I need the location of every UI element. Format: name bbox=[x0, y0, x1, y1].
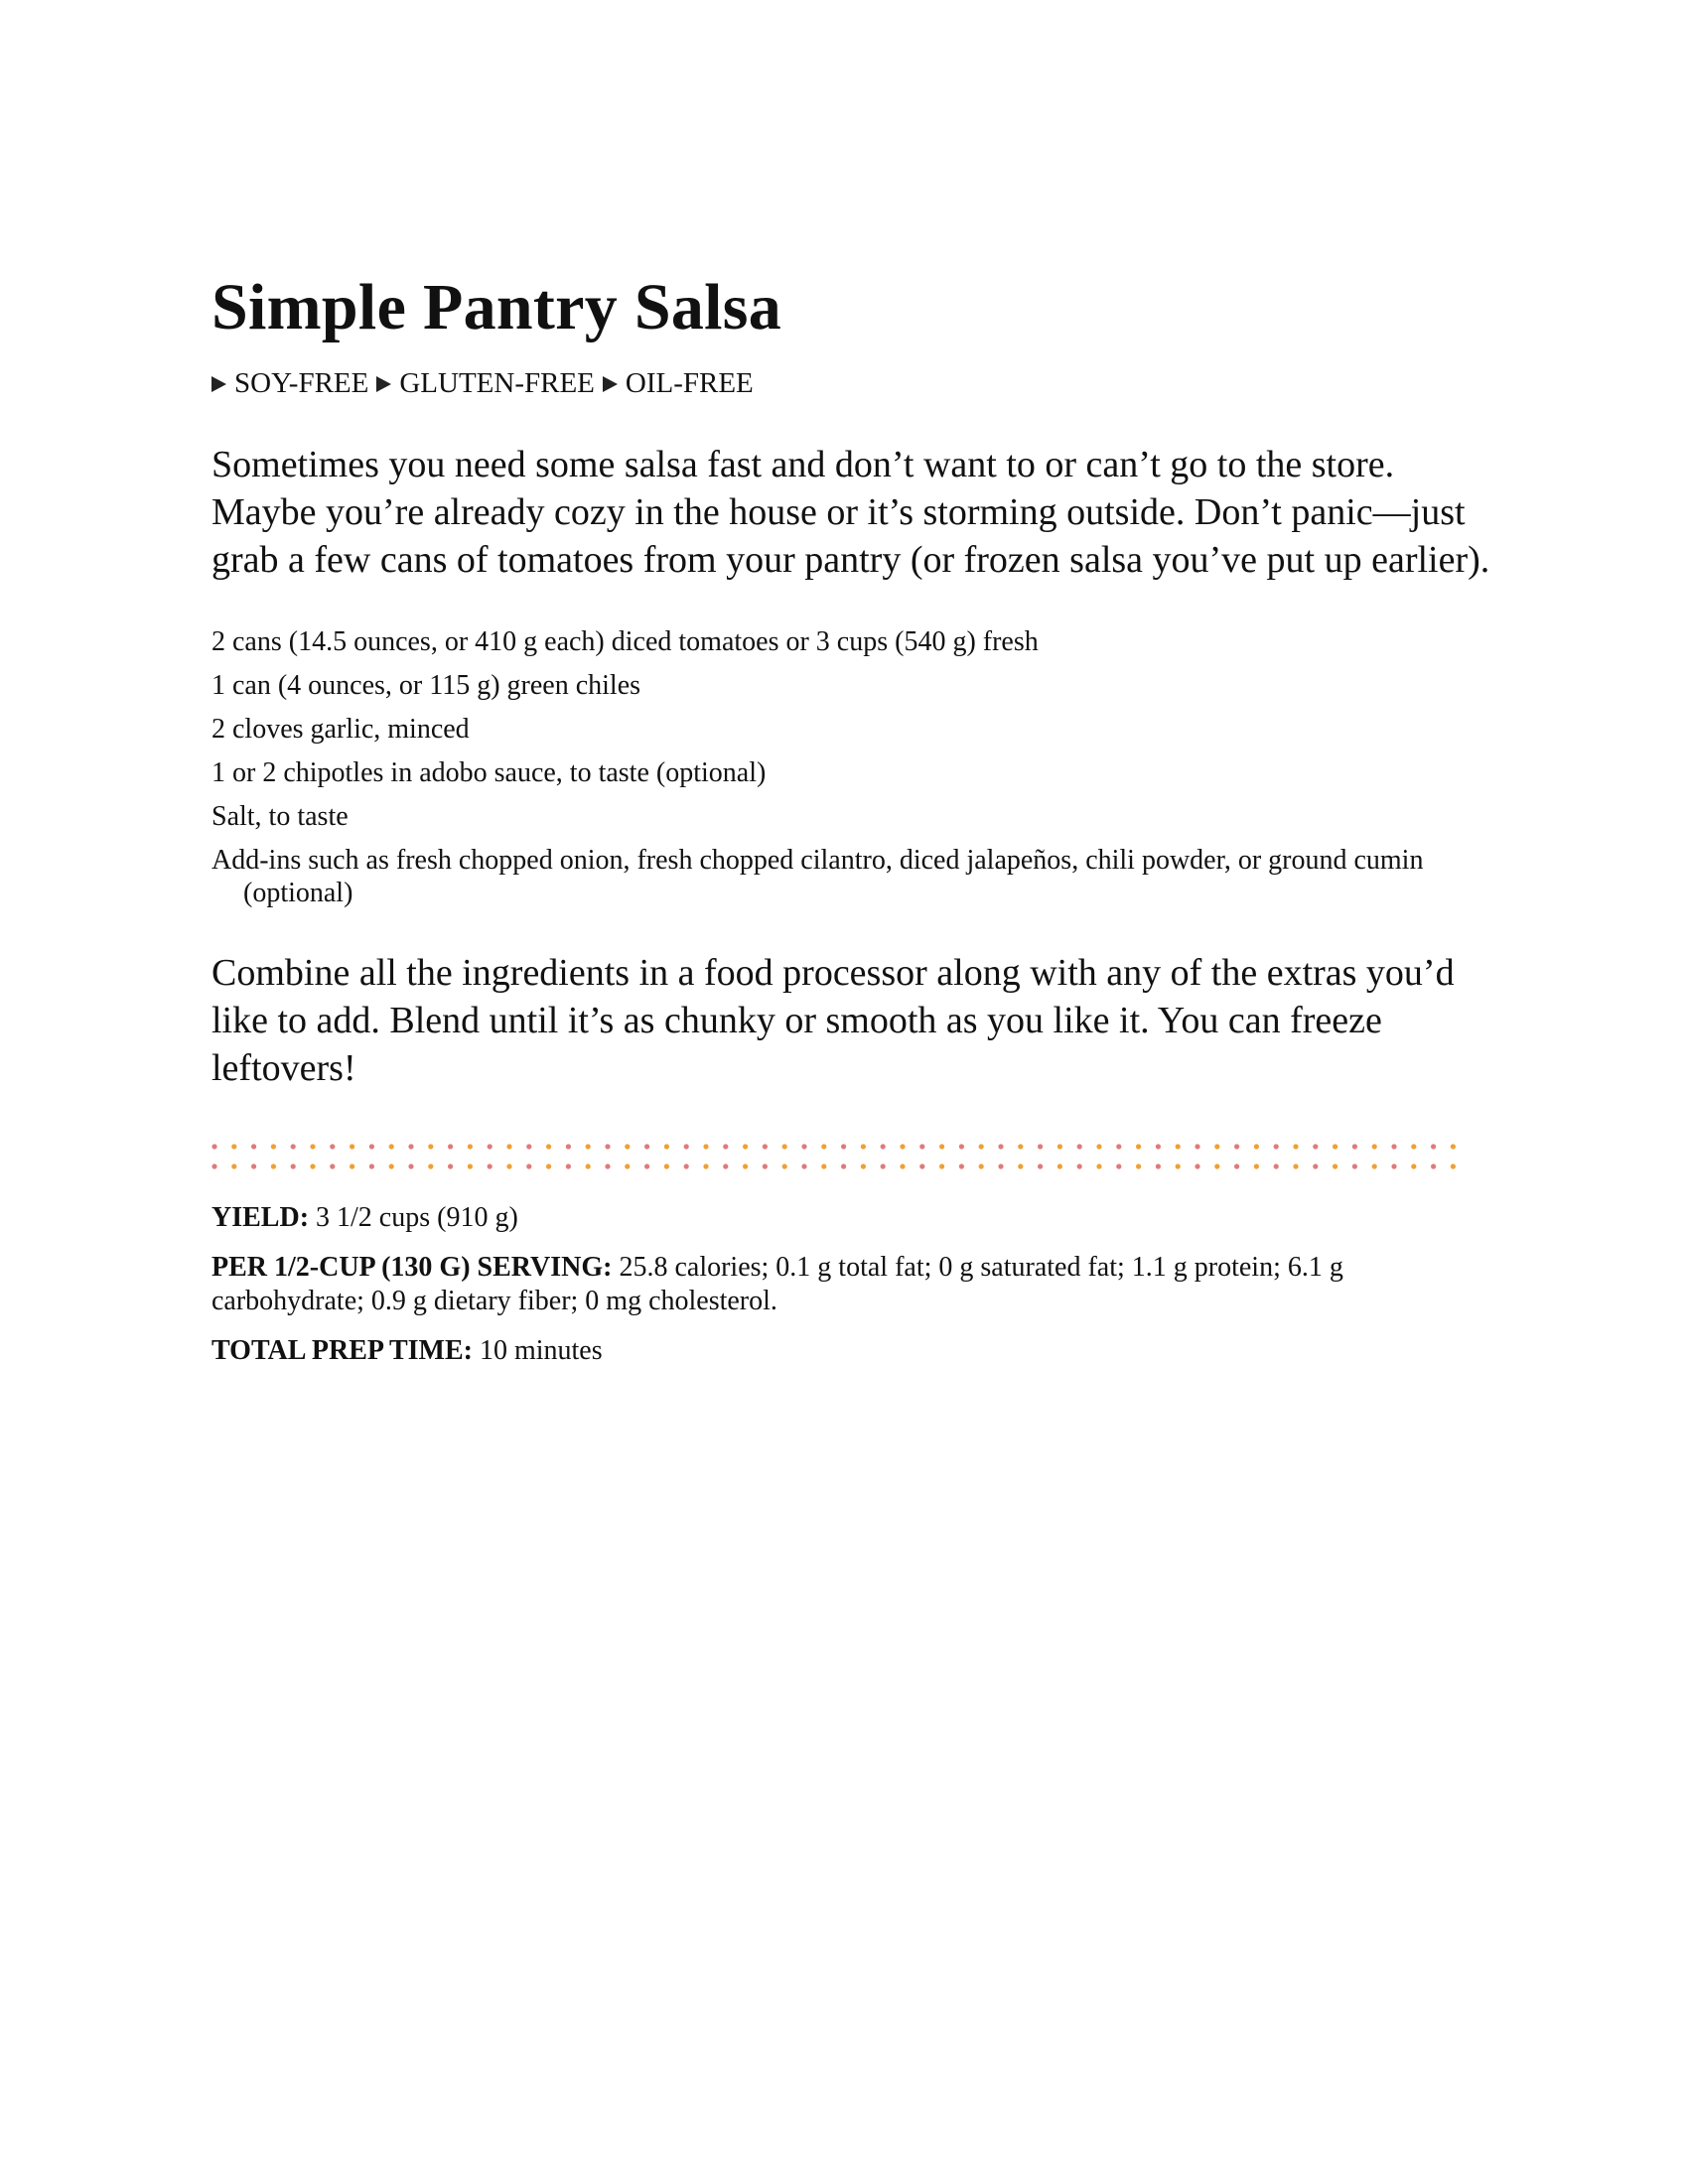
divider-dot bbox=[428, 1144, 433, 1149]
yield-line bbox=[211, 1201, 1492, 1235]
divider-dot bbox=[841, 1163, 846, 1168]
divider-dot bbox=[861, 1144, 866, 1149]
triangle-right-icon bbox=[211, 376, 226, 392]
divider-dot bbox=[1411, 1163, 1416, 1168]
divider-dot bbox=[801, 1163, 806, 1168]
divider-dot bbox=[330, 1144, 335, 1149]
divider-dot bbox=[1333, 1163, 1337, 1168]
divider-dot bbox=[586, 1144, 591, 1149]
dietary-tags bbox=[211, 365, 1482, 401]
divider-dot bbox=[546, 1163, 551, 1168]
divider-dot bbox=[1372, 1144, 1377, 1149]
divider-dot bbox=[821, 1144, 826, 1149]
divider-dot bbox=[1352, 1163, 1357, 1168]
divider-dot bbox=[743, 1163, 748, 1168]
divider-dot bbox=[841, 1144, 846, 1149]
divider-dot bbox=[566, 1163, 571, 1168]
divider-dot bbox=[801, 1144, 806, 1149]
divider-dot bbox=[605, 1144, 610, 1149]
recipe-method: Combine all the ingredients in a food processor along with any of the extras you’d like to add. Blend until it’s as chunky or smooth as you like it. You can freeze leftovers! bbox=[211, 952, 1455, 1089]
divider-dot bbox=[919, 1163, 924, 1168]
divider-dot bbox=[959, 1144, 964, 1149]
divider-dot bbox=[723, 1144, 728, 1149]
divider-dot bbox=[291, 1144, 296, 1149]
divider-dot bbox=[488, 1163, 492, 1168]
divider-dot bbox=[1431, 1144, 1436, 1149]
divider-dot bbox=[625, 1163, 630, 1168]
divider-dot bbox=[763, 1144, 768, 1149]
divider-dot bbox=[389, 1144, 394, 1149]
divider-dot-row bbox=[211, 1144, 1473, 1150]
divider-dot bbox=[1096, 1163, 1101, 1168]
divider-dot bbox=[664, 1163, 669, 1168]
divider-dot bbox=[546, 1144, 551, 1149]
divider-dot bbox=[468, 1144, 473, 1149]
divider-dot bbox=[1038, 1144, 1043, 1149]
divider-dot bbox=[1077, 1144, 1082, 1149]
divider-dot bbox=[350, 1144, 354, 1149]
divider-dot bbox=[271, 1144, 276, 1149]
divider-dot bbox=[1352, 1144, 1357, 1149]
divider-dot bbox=[684, 1144, 689, 1149]
divider-dot bbox=[1018, 1144, 1023, 1149]
ingredient-item: Salt, to taste bbox=[211, 801, 349, 832]
divider-dot bbox=[369, 1144, 374, 1149]
divider-dot bbox=[939, 1144, 944, 1149]
divider-dot bbox=[763, 1163, 768, 1168]
dotted-divider bbox=[211, 1144, 1473, 1169]
divider-dot bbox=[271, 1163, 276, 1168]
divider-dot bbox=[1077, 1163, 1082, 1168]
divider-dot bbox=[448, 1144, 453, 1149]
divider-dot bbox=[1156, 1144, 1161, 1149]
yield-value: 3 1/2 cups (910 g) bbox=[316, 1202, 518, 1233]
divider-dot bbox=[1176, 1163, 1181, 1168]
divider-dot bbox=[1116, 1144, 1121, 1149]
divider-dot bbox=[1214, 1144, 1219, 1149]
divider-dot bbox=[408, 1163, 413, 1168]
divider-dot bbox=[743, 1144, 748, 1149]
ingredient-item: 2 cloves garlic, minced bbox=[211, 714, 470, 745]
dietary-tag bbox=[376, 365, 595, 401]
divider-dot bbox=[1333, 1144, 1337, 1149]
divider-dot bbox=[782, 1163, 787, 1168]
divider-dot bbox=[959, 1163, 964, 1168]
divider-dot bbox=[350, 1163, 354, 1168]
divider-dot bbox=[900, 1144, 905, 1149]
divider-dot bbox=[1431, 1163, 1436, 1168]
divider-dot bbox=[1057, 1144, 1062, 1149]
divider-dot bbox=[468, 1163, 473, 1168]
divider-dot bbox=[979, 1144, 984, 1149]
divider-dot bbox=[684, 1163, 689, 1168]
divider-dot bbox=[919, 1144, 924, 1149]
divider-dot bbox=[1391, 1144, 1396, 1149]
divider-dot bbox=[291, 1163, 296, 1168]
divider-dot bbox=[211, 1163, 216, 1168]
ingredient-item: Add-ins such as fresh chopped onion, fresh chopped cilantro, diced jalapeños, chili powder, or ground cumin (optional) bbox=[211, 845, 1424, 908]
dietary-tag-label: SOY-FREE bbox=[234, 367, 369, 399]
divider-dot bbox=[900, 1163, 905, 1168]
divider-dot bbox=[310, 1163, 315, 1168]
divider-dot bbox=[821, 1163, 826, 1168]
divider-dot bbox=[1274, 1144, 1279, 1149]
divider-dot bbox=[1451, 1163, 1456, 1168]
divider-dot bbox=[1254, 1144, 1259, 1149]
divider-dot bbox=[526, 1163, 531, 1168]
divider-dot bbox=[251, 1144, 256, 1149]
dietary-tag bbox=[211, 365, 368, 401]
divider-dot bbox=[1293, 1144, 1298, 1149]
divider-dot bbox=[998, 1144, 1003, 1149]
divider-dot bbox=[1176, 1144, 1181, 1149]
ingredient-item: 1 can (4 ounces, or 115 g) green chiles bbox=[211, 670, 641, 701]
divider-dot bbox=[586, 1163, 591, 1168]
divider-dot bbox=[211, 1144, 216, 1149]
divider-dot bbox=[1293, 1163, 1298, 1168]
divider-dot bbox=[881, 1163, 886, 1168]
divider-dot bbox=[1038, 1163, 1043, 1168]
divider-dot bbox=[1372, 1163, 1377, 1168]
divider-dot bbox=[310, 1144, 315, 1149]
divider-dot bbox=[1214, 1163, 1219, 1168]
dietary-tag-label: OIL-FREE bbox=[625, 367, 754, 399]
divider-dot bbox=[231, 1163, 236, 1168]
divider-dot bbox=[703, 1144, 708, 1149]
recipe-intro: Sometimes you need some salsa fast and don’t want to or can’t go to the store. Maybe you’re already cozy in the house or it’s storming outside. Don’t panic—just grab a few cans of tomatoes from your pantry (or frozen salsa you’ve put up earlier). bbox=[211, 444, 1490, 581]
divider-dot bbox=[605, 1163, 610, 1168]
divider-dot bbox=[1018, 1163, 1023, 1168]
divider-dot bbox=[231, 1144, 236, 1149]
divider-dot bbox=[369, 1163, 374, 1168]
divider-dot bbox=[664, 1144, 669, 1149]
recipe-page bbox=[211, 268, 1490, 1384]
divider-dot bbox=[1116, 1163, 1121, 1168]
serving-value: 25.8 calories; 0.1 g total fat; 0 g saturated fat; 1.1 g protein; 6.1 g carbohydrate; 0.9 g dietary fiber; 0 mg cholesterol. bbox=[211, 1252, 1343, 1316]
dietary-tag-label: GLUTEN-FREE bbox=[399, 367, 595, 399]
divider-dot bbox=[448, 1163, 453, 1168]
divider-dot bbox=[723, 1163, 728, 1168]
serving-line bbox=[211, 1251, 1492, 1318]
divider-dot-row bbox=[211, 1163, 1473, 1169]
divider-dot bbox=[1254, 1163, 1259, 1168]
divider-dot bbox=[703, 1163, 708, 1168]
divider-dot bbox=[1096, 1144, 1101, 1149]
divider-dot bbox=[1234, 1163, 1239, 1168]
divider-dot bbox=[644, 1163, 649, 1168]
prep-time-value: 10 minutes bbox=[479, 1335, 603, 1366]
divider-dot bbox=[998, 1163, 1003, 1168]
divider-dot bbox=[1156, 1163, 1161, 1168]
divider-dot bbox=[979, 1163, 984, 1168]
divider-dot bbox=[861, 1163, 866, 1168]
divider-dot bbox=[1274, 1163, 1279, 1168]
divider-dot bbox=[1313, 1144, 1318, 1149]
divider-dot bbox=[526, 1144, 531, 1149]
divider-dot bbox=[644, 1144, 649, 1149]
divider-dot bbox=[1136, 1163, 1141, 1168]
divider-dot bbox=[1195, 1144, 1199, 1149]
divider-dot bbox=[1057, 1163, 1062, 1168]
ingredient-item: 1 or 2 chipotles in adobo sauce, to taste (optional) bbox=[211, 757, 767, 788]
divider-dot bbox=[389, 1163, 394, 1168]
divider-dot bbox=[1136, 1144, 1141, 1149]
divider-dot bbox=[506, 1144, 511, 1149]
nutrition-info bbox=[211, 1201, 1492, 1368]
recipe-title: Simple Pantry Salsa bbox=[211, 271, 782, 343]
ingredient-item: 2 cans (14.5 ounces, or 410 g each) diced tomatoes or 3 cups (540 g) fresh bbox=[211, 626, 1039, 657]
prep-time-label: TOTAL PREP TIME: bbox=[211, 1335, 473, 1366]
divider-dot bbox=[506, 1163, 511, 1168]
divider-dot bbox=[1313, 1163, 1318, 1168]
divider-dot bbox=[1411, 1144, 1416, 1149]
triangle-right-icon bbox=[603, 376, 618, 392]
serving-label: PER 1/2-CUP (130 G) SERVING: bbox=[211, 1252, 613, 1283]
divider-dot bbox=[1391, 1163, 1396, 1168]
divider-dot bbox=[782, 1144, 787, 1149]
prep-time-line bbox=[211, 1334, 1492, 1368]
divider-dot bbox=[330, 1163, 335, 1168]
divider-dot bbox=[488, 1144, 492, 1149]
divider-dot bbox=[939, 1163, 944, 1168]
divider-dot bbox=[1234, 1144, 1239, 1149]
divider-dot bbox=[251, 1163, 256, 1168]
divider-dot bbox=[1195, 1163, 1199, 1168]
divider-dot bbox=[1451, 1144, 1456, 1149]
dietary-tag bbox=[603, 365, 754, 401]
yield-label: YIELD: bbox=[211, 1202, 310, 1233]
divider-dot bbox=[881, 1144, 886, 1149]
triangle-right-icon bbox=[376, 376, 391, 392]
divider-dot bbox=[408, 1144, 413, 1149]
ingredient-list bbox=[211, 625, 1482, 909]
divider-dot bbox=[625, 1144, 630, 1149]
divider-dot bbox=[428, 1163, 433, 1168]
divider-dot bbox=[566, 1144, 571, 1149]
